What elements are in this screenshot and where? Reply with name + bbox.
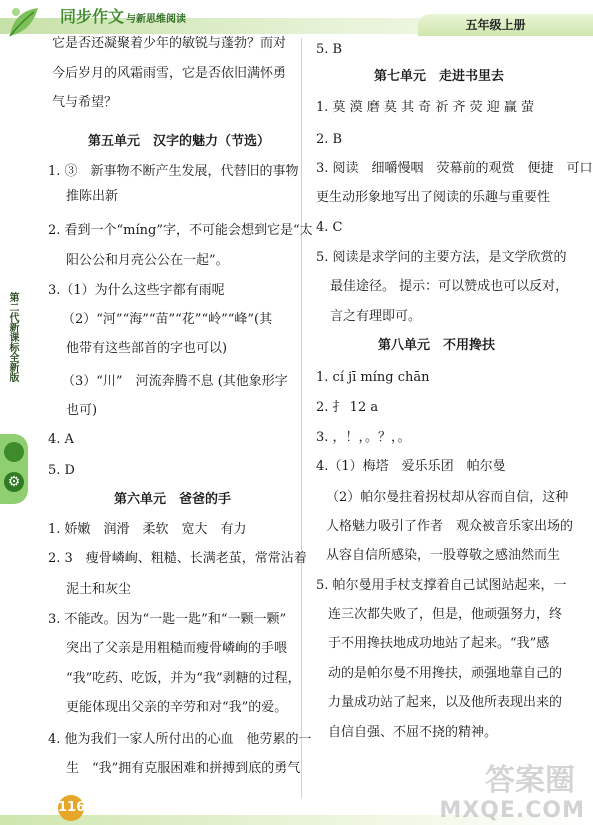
brand-subtitle: 与新思维阅读 xyxy=(126,14,187,25)
section-heading: 第五单元 汉字的魅力（节选） xyxy=(88,134,271,149)
text-line: 连三次都失败了，但是，他顽强努力，终 xyxy=(328,607,563,622)
text-line: 泥土和灰尘 xyxy=(66,582,132,597)
text-line: 突出了父亲是用粗糙而瘦骨嶙峋的手喂 xyxy=(66,641,288,656)
brand-title xyxy=(60,4,186,27)
text-line: 5. B xyxy=(316,42,343,57)
text-line: 1. ③ 新事物不断产生发展，代替旧的事物 xyxy=(48,164,299,179)
watermark-url: MXQE.COM xyxy=(439,798,585,823)
text-line: 2. 看到一个“míng”字，不可能会想到它是“太 xyxy=(48,223,313,238)
text-line: 2. B xyxy=(316,132,343,147)
text-line: 最佳途径。 提示：可以赞成也可以反对， xyxy=(330,279,569,294)
text-line: 1. 娇嫩 润滑 柔软 宽大 有力 xyxy=(48,522,247,537)
text-line: （3）“川” 河流奔腾不息 (其他象形字 xyxy=(62,374,288,389)
page-number: 116 xyxy=(58,795,84,821)
text-line: 5. 阅读是求学问的主要方法，是文学欣赏的 xyxy=(316,250,567,265)
text-line: 更生动形象地写出了阅读的乐趣与重要性 xyxy=(316,190,551,205)
text-line: 更能体现出父亲的辛劳和对“我”的爱。 xyxy=(66,700,288,715)
text-line: 自信自强、不屈不挠的精神。 xyxy=(328,725,498,740)
grade-tab xyxy=(418,14,593,36)
dot-icon xyxy=(4,442,24,462)
text-line: 于不用搀扶地成功地站了起来。“我”感 xyxy=(328,636,550,651)
text-line: （2）帕尔曼拄着拐杖却从容而自信，这种 xyxy=(326,490,569,505)
text-line: 人格魅力吸引了作者 观众被音乐家出场的 xyxy=(326,519,574,534)
text-line: 3. ，！，。？，。 xyxy=(316,430,411,445)
text-line: 2. 3 瘦骨嶙峋、粗糙、长满老茧，常常沾着 xyxy=(48,551,307,566)
series-title: 第二代新课标全新版 xyxy=(7,292,18,382)
text-line: 2. 扌 12 a xyxy=(316,400,379,415)
text-line: 4. C xyxy=(316,220,343,235)
side-tab xyxy=(0,282,28,522)
text-line: 4. A xyxy=(48,432,74,447)
brand-name: 同步作文 xyxy=(60,7,125,26)
text-line: 5. 帕尔曼用手杖支撑着自己试图站起来，一 xyxy=(316,578,567,593)
text-line: “我”吃药、吃饭，并为“我”剥糖的过程， xyxy=(66,671,301,686)
text-line: 5. D xyxy=(48,463,75,478)
text-line: 4. 他为我们一家人所付出的心血 他劳累的一 xyxy=(48,732,312,747)
text-line: 1. 莫 漠 磨 莫 其 奇 祈 齐 荧 迎 赢 萤 xyxy=(316,100,534,115)
watermark xyxy=(425,761,585,823)
text-line: 推陈出新 xyxy=(66,189,119,204)
watermark-logo-text: 答案圈 xyxy=(485,763,575,798)
gear-icon: ⚙ xyxy=(4,472,24,492)
section-heading: 第七单元 走进书里去 xyxy=(374,69,505,84)
text-line: 力量成功站了起来，以及他所表现出来的 xyxy=(328,695,563,710)
text-line: 他带有这些部首的字也可以) xyxy=(66,341,228,356)
text-line: 从容自信所感染，一股尊敬之感油然而生 xyxy=(326,548,561,563)
text-line: 它是否还凝聚着少年的敏锐与蓬勃？而对 xyxy=(52,36,287,51)
text-line: 生 “我”拥有克服困难和拼搏到底的勇气 xyxy=(66,761,301,776)
text-line: 3. 阅读 细嚼慢咽 荧幕前的观赏 便捷 可口 xyxy=(316,161,593,176)
section-heading: 第六单元 爸爸的手 xyxy=(114,492,232,507)
grade-label: 五年级上册 xyxy=(465,18,526,32)
text-line: （2）“河”“海”“苗”“花”“岭”“峰”(其 xyxy=(62,312,273,327)
side-badge xyxy=(0,434,28,504)
text-line: 言之有理即可。 xyxy=(330,309,422,324)
text-line: 阳公公和月亮公公在一起”。 xyxy=(66,253,229,268)
text-line: 动的是帕尔曼不用搀扶，顽强地靠自己的 xyxy=(328,666,563,681)
text-line: 4.（1）梅塔 爱乐乐团 帕尔曼 xyxy=(316,459,506,474)
text-line: 今后岁月的风霜雨雪，它是否依旧满怀勇 xyxy=(52,66,287,81)
text-line: 气与希望？ xyxy=(52,95,118,110)
leaf-logo-icon xyxy=(4,2,44,42)
text-line: 1. cí jī míng chān xyxy=(316,370,430,385)
section-heading: 第八单元 不用搀扶 xyxy=(378,338,496,353)
text-line: 3.（1）为什么这些字都有雨呢 xyxy=(48,283,225,298)
text-line: 3. 不能改。因为“一匙一匙”和“一颗一颗” xyxy=(48,612,287,627)
column-divider xyxy=(301,38,302,798)
text-line: 也可) xyxy=(66,403,98,418)
